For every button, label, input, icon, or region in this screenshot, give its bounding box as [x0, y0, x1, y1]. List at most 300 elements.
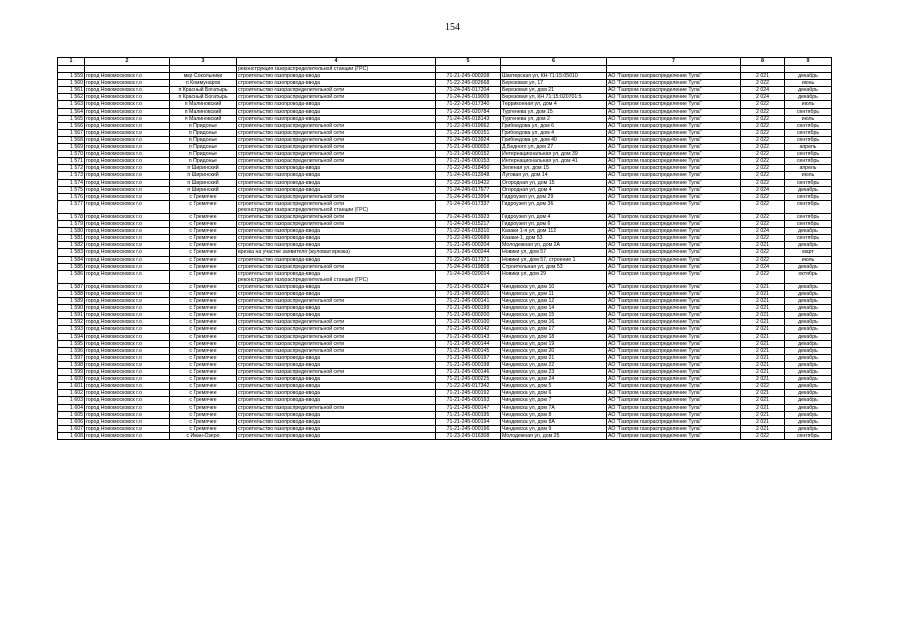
settlement-cell: с Гремячее [170, 200, 237, 213]
table-row [58, 340, 832, 347]
work-type-cell: строительство газопровода-ввода [237, 80, 436, 87]
table-row [58, 179, 832, 186]
work-type-cell: строительство газораспределительной сети [237, 319, 436, 326]
organization-cell: АО "Газпром газораспределение Тула" [607, 369, 741, 376]
organization-cell: АО "Газпром газораспределение Тула" [607, 136, 741, 143]
work-type-cell: строительство газопровода-ввода [237, 390, 436, 397]
settlement-cell: п Придонье [170, 129, 237, 136]
month-cell: сентябрь [785, 129, 832, 136]
work-type-cell: строительство газопровода-ввода [237, 291, 436, 298]
year-cell: 2 022 [741, 122, 785, 129]
year-cell: 2 024 [741, 228, 785, 235]
application-number-cell: 71-22-245-002668 [436, 80, 501, 87]
address-cell: Гидроузел ул, дом 6 [501, 221, 607, 228]
municipality-cell: город Новомосковск г.о [85, 80, 170, 87]
row-number-cell: 1 572 [58, 165, 85, 172]
row-number-cell: 1 596 [58, 347, 85, 354]
application-number-cell: 71-21-245-000100 [436, 319, 501, 326]
settlement-cell: п Красный Богатырь [170, 94, 237, 101]
work-type-cell [237, 270, 436, 283]
table-row [58, 256, 832, 263]
organization-cell: АО "Газпром газораспределение Тула" [607, 158, 741, 165]
municipality-cell: город Новомосковск г.о [85, 122, 170, 129]
row-number-cell: 1 576 [58, 193, 85, 200]
municipality-cell: город Новомосковск г.о [85, 361, 170, 368]
table-row [58, 158, 832, 165]
year-cell: 2 022 [741, 129, 785, 136]
application-number-cell: 71-24-245-019009 [436, 94, 501, 101]
table-row [58, 432, 832, 439]
settlement-cell: с Гремячее [170, 376, 237, 383]
application-number-cell: 71-21-245-000195 [436, 411, 501, 418]
address-cell: Чиндевска ул, дом 20 [501, 347, 607, 354]
settlement-cell: с Гремячее [170, 242, 237, 249]
year-cell: 2 021 [741, 291, 785, 298]
settlement-cell: с Гремячее [170, 333, 237, 340]
application-number-cell: 71-22-245-020784 [436, 108, 501, 115]
year-cell: 2 024 [741, 263, 785, 270]
work-type-cell: строительство газопровода-ввода [237, 432, 436, 439]
application-number-cell: 71-24-245-019808 [436, 263, 501, 270]
table-row [58, 151, 832, 158]
table-row [58, 108, 832, 115]
address-cell: Березовая ул, 17 [501, 80, 607, 87]
month-cell: декабрь [785, 186, 832, 193]
month-cell: сентябрь [785, 136, 832, 143]
month-cell: декабрь [785, 228, 832, 235]
application-number-cell: 71-24-245-013923 [436, 213, 501, 220]
table-row [58, 283, 832, 290]
row-number-cell: 1 587 [58, 283, 85, 290]
address-cell: Зеленая ул, дом 15 [501, 165, 607, 172]
address-cell: Чиндевска ул, дом 6 [501, 390, 607, 397]
work-type-cell: строительство газопровода-ввода [237, 397, 436, 404]
settlement-cell: с Гремячее [170, 390, 237, 397]
application-number-cell: 71-23-245-016308 [436, 432, 501, 439]
table-row [58, 221, 832, 228]
municipality-cell: город Новомосковск г.о [85, 397, 170, 404]
year-cell: 2 022 [741, 172, 785, 179]
row-number-cell: 1 568 [58, 136, 85, 143]
settlement-cell: с Гремячее [170, 425, 237, 432]
application-number-cell: 71-22-245-020689 [436, 235, 501, 242]
address-cell: Новики ул, дом 29 [501, 270, 607, 283]
municipality-cell: город Новомосковск г.о [85, 151, 170, 158]
year-cell: 2 022 [741, 249, 785, 256]
row-number-cell: 1 573 [58, 172, 85, 179]
month-cell: сентябрь [785, 213, 832, 220]
application-number-cell: 71-22-245-019422 [436, 179, 501, 186]
settlement-cell: с Гремячее [170, 340, 237, 347]
municipality-cell: город Новомосковск г.о [85, 383, 170, 390]
row-number-cell: 1 567 [58, 129, 85, 136]
address-cell: Чиндевска ул, дом 17 [501, 326, 607, 333]
month-cell: декабрь [785, 347, 832, 354]
organization-cell: АО "Газпром газораспределение Тула" [607, 242, 741, 249]
year-cell: 2 022 [741, 200, 785, 213]
municipality-cell: город Новомосковск г.о [85, 256, 170, 263]
year-cell: 2 022 [741, 270, 785, 283]
organization-cell: АО "Газпром газораспределение Тула" [607, 115, 741, 122]
work-type-cell: строительство газораспределительной сети [237, 369, 436, 376]
year-cell: 2 021 [741, 425, 785, 432]
month-cell: сентябрь [785, 151, 832, 158]
settlement-cell: п Придонье [170, 122, 237, 129]
table-row [58, 213, 832, 220]
settlement-cell: с Гремячее [170, 305, 237, 312]
table-row [58, 172, 832, 179]
row-number-cell: 1 604 [58, 404, 85, 411]
column-header: 4 [237, 58, 436, 66]
year-cell: 2 021 [741, 326, 785, 333]
application-number-cell: 71-22-245-019662 [436, 122, 501, 129]
settlement-cell: п Ширинский [170, 165, 237, 172]
settlement-cell: с Гремячее [170, 228, 237, 235]
municipality-cell: город Новомосковск г.о [85, 305, 170, 312]
address-cell: Луговая ул, дом 14 [501, 172, 607, 179]
work-type-cell: строительство газопровода-ввода [237, 312, 436, 319]
work-type-cell: строительство газопровода-ввода [237, 172, 436, 179]
municipality-cell: город Новомосковск г.о [85, 87, 170, 94]
column-header: 8 [741, 58, 785, 66]
table-row [58, 193, 832, 200]
month-cell: сентябрь [785, 432, 832, 439]
municipality-cell: город Новомосковск г.о [85, 136, 170, 143]
organization-cell: АО "Газпром газораспределение Тула" [607, 200, 741, 213]
address-cell: Казаки-1, дом 53 [501, 235, 607, 242]
table-row [58, 200, 832, 213]
municipality-cell: город Новомосковск г.о [85, 340, 170, 347]
work-type-cell: строительство газораспределительной сети [237, 129, 436, 136]
application-number-cell: 71-22-245-017371 [436, 256, 501, 263]
row-number-cell: 1 582 [58, 242, 85, 249]
work-type-cell: строительство газораспределительной сети [237, 151, 436, 158]
work-type-cell: строительство газораспределительной сети [237, 122, 436, 129]
municipality-cell [85, 66, 170, 73]
row-number-cell: 1 599 [58, 369, 85, 376]
organization-cell [607, 66, 741, 73]
organization-cell: АО "Газпром газораспределение Тула" [607, 186, 741, 193]
work-type-cell: строительство газораспределительной сети [237, 347, 436, 354]
month-cell: март [785, 249, 832, 256]
application-number-cell: 71-21-245-000225 [436, 376, 501, 383]
address-cell: Казаки 1-я ул, дом 112 [501, 228, 607, 235]
year-cell: 2 021 [741, 340, 785, 347]
settlement-cell: с Гремячее [170, 383, 237, 390]
year-cell: 2 021 [741, 319, 785, 326]
organization-cell: АО "Газпром газораспределение Тула" [607, 270, 741, 283]
settlement-cell: п Красный Богатырь [170, 87, 237, 94]
row-number-cell: 1 570 [58, 151, 85, 158]
year-cell: 2 021 [741, 404, 785, 411]
application-number-cell: 71-21-245-000146 [436, 369, 501, 376]
municipality-cell: город Новомосковск г.о [85, 186, 170, 193]
work-type-cell: строительство газопровода-ввода [237, 115, 436, 122]
organization-cell: АО "Газпром газораспределение Тула" [607, 144, 741, 151]
table-row [58, 270, 832, 283]
year-cell: 2 021 [741, 347, 785, 354]
application-number-cell: 71-21-245-000192 [436, 390, 501, 397]
work-type-cell: строительство газораспределительной сети [237, 340, 436, 347]
table-row [58, 165, 832, 172]
row-number-cell: 1 578 [58, 213, 85, 220]
row-number-cell: 1 593 [58, 326, 85, 333]
row-number-cell: 1 569 [58, 144, 85, 151]
year-cell: 2 022 [741, 179, 785, 186]
work-type-cell: реконструкция газораспределительной станции (ГРС) [237, 66, 436, 73]
year-cell: 2 021 [741, 411, 785, 418]
municipality-cell: город Новомосковск г.о [85, 108, 170, 115]
organization-cell: АО "Газпром газораспределение Тула" [607, 397, 741, 404]
work-type-cell: строительство газопровода-ввода [237, 283, 436, 290]
work-type-cell: строительство газопровода-ввода [237, 73, 436, 80]
row-number-cell: 1 581 [58, 235, 85, 242]
address-cell: Чиндевска ул, дом 14 [501, 305, 607, 312]
address-cell: Шахтерская ул, КН 71:15:05010 [501, 73, 607, 80]
application-number-cell: 71-24-245-017337 [436, 200, 501, 213]
organization-cell: АО "Газпром газораспределение Тула" [607, 333, 741, 340]
table-header-row [58, 58, 832, 66]
column-header: 1 [58, 58, 85, 66]
row-number-cell: 1 586 [58, 270, 85, 283]
register-table [57, 57, 832, 440]
row-number-cell: 1 605 [58, 411, 85, 418]
table-row [58, 312, 832, 319]
table-row [58, 87, 832, 94]
organization-cell: АО "Газпром газораспределение Тула" [607, 361, 741, 368]
table-row [58, 397, 832, 404]
application-number-cell: 71-22-245-017340 [436, 101, 501, 108]
application-number-cell [436, 66, 501, 73]
organization-cell: АО "Газпром газораспределение Тула" [607, 432, 741, 439]
settlement-cell: с Гремячее [170, 291, 237, 298]
organization-cell: АО "Газпром газораспределение Тула" [607, 151, 741, 158]
settlement-cell: с Гремячее [170, 404, 237, 411]
table-row [58, 390, 832, 397]
work-type-cell: строительство газораспределительной сети [237, 136, 436, 143]
municipality-cell: город Новомосковск г.о [85, 249, 170, 256]
work-type-cell: строительство газораспределительной сети [237, 158, 436, 165]
municipality-cell: город Новомосковск г.о [85, 228, 170, 235]
month-cell: декабрь [785, 283, 832, 290]
month-cell: сентябрь [785, 179, 832, 186]
month-cell: июль [785, 115, 832, 122]
municipality-cell: город Новомосковск г.о [85, 115, 170, 122]
settlement-cell: с Гремячее [170, 354, 237, 361]
settlement-cell: с Гремячее [170, 235, 237, 242]
application-number-cell: 71-24-245-020014 [436, 270, 501, 283]
row-number-cell: 1 595 [58, 340, 85, 347]
municipality-cell: город Новомосковск г.о [85, 404, 170, 411]
row-number-cell: 1 565 [58, 115, 85, 122]
month-cell: сентябрь [785, 108, 832, 115]
settlement-cell: с Гремячее [170, 256, 237, 263]
row-number-cell: 1 577 [58, 200, 85, 213]
row-number-cell: 1 579 [58, 221, 85, 228]
table-row [58, 425, 832, 432]
month-cell: декабрь [785, 312, 832, 319]
organization-cell: АО "Газпром газораспределение Тула" [607, 263, 741, 270]
work-type-cell: строительство газораспределительной сети [237, 213, 436, 220]
organization-cell: АО "Газпром газораспределение Тула" [607, 340, 741, 347]
year-cell: 2 021 [741, 298, 785, 305]
table-row [58, 263, 832, 270]
address-cell: Чиндевска ул, дом 5 [501, 383, 607, 390]
work-type-cell: строительство газопровода-ввода [237, 376, 436, 383]
address-cell: Чиндевска ул, дом 10 [501, 283, 607, 290]
organization-cell: АО "Газпром газораспределение Тула" [607, 326, 741, 333]
organization-cell: АО "Газпром газораспределение Тула" [607, 101, 741, 108]
settlement-cell: с Гремячее [170, 263, 237, 270]
work-type-cell: строительство газопровода-ввода [237, 425, 436, 432]
table-row [58, 418, 832, 425]
table-row [58, 73, 832, 80]
column-header: 3 [170, 58, 237, 66]
application-number-cell: 71-21-245-000052 [436, 144, 501, 151]
year-cell: 2 022 [741, 256, 785, 263]
settlement-cell: с Гремячее [170, 249, 237, 256]
year-cell: 2 022 [741, 115, 785, 122]
settlement-cell: с Гремячее [170, 312, 237, 319]
application-number-cell: 71-21-245-000143 [436, 333, 501, 340]
table-row [58, 347, 832, 354]
year-cell: 2 022 [741, 101, 785, 108]
municipality-cell: город Новомосковск г.о [85, 221, 170, 228]
row-number-cell: 1 590 [58, 305, 85, 312]
work-type-cell: строительство газопровода-ввода [237, 179, 436, 186]
application-number-cell: 71-21-245-000201 [436, 291, 501, 298]
settlement-cell: п Придонье [170, 151, 237, 158]
address-cell: Чиндевска ул, дом 22 [501, 361, 607, 368]
row-number-cell: 1 574 [58, 179, 85, 186]
table-row [58, 326, 832, 333]
address-cell: Чиндевска ул, дом 23 [501, 369, 607, 376]
work-type-cell [237, 200, 436, 213]
settlement-cell: п Ширинский [170, 179, 237, 186]
address-cell: Д.Бедного ул, дом 27 [501, 144, 607, 151]
work-type-cell: строительство газопровода-ввода [237, 383, 436, 390]
organization-cell: АО "Газпром газораспределение Тула" [607, 193, 741, 200]
work-type-cell: строительство газопровода-ввода [237, 411, 436, 418]
address-cell: Терриконная ул, дом 4 [501, 101, 607, 108]
municipality-cell: город Новомосковск г.о [85, 354, 170, 361]
work-type-cell: врезка на участке заявителя (жуловая врезка) [237, 249, 436, 256]
organization-cell: АО "Газпром газораспределение Тула" [607, 283, 741, 290]
address-cell: Новики ул, дом 57, строение 1 [501, 256, 607, 263]
municipality-cell: город Новомосковск г.о [85, 418, 170, 425]
application-number-cell: 71-21-245-000142 [436, 326, 501, 333]
organization-cell: АО "Газпром газораспределение Тула" [607, 221, 741, 228]
work-type-cell: строительство газопровода-ввода [237, 228, 436, 235]
organization-cell: АО "Газпром газораспределение Тула" [607, 312, 741, 319]
organization-cell: АО "Газпром газораспределение Тула" [607, 213, 741, 220]
work-type-cell: строительство газопровода-ввода [237, 235, 436, 242]
table-row [58, 383, 832, 390]
address-cell: Чиндевска ул, дом 16 [501, 319, 607, 326]
table-row [58, 235, 832, 242]
settlement-cell: п Коммунаров [170, 80, 237, 87]
municipality-cell: город Новомосковск г.о [85, 291, 170, 298]
application-number-cell: 71-21-245-000151 [436, 129, 501, 136]
month-cell: декабрь [785, 87, 832, 94]
address-cell: Новики ул, дом 57 [501, 249, 607, 256]
year-cell: 2 021 [741, 390, 785, 397]
application-number-cell: 71-24-245-013948 [436, 172, 501, 179]
organization-cell: АО "Газпром газораспределение Тула" [607, 108, 741, 115]
month-cell: декабрь [785, 376, 832, 383]
year-cell: 2 021 [741, 283, 785, 290]
work-type-cell: строительство газораспределительной сети [237, 333, 436, 340]
year-cell: 2 022 [741, 193, 785, 200]
table-row [58, 319, 832, 326]
address-cell: Чиндевска ул, дом 7А [501, 404, 607, 411]
application-number-cell: 71-21-245-000224 [436, 283, 501, 290]
application-number-cell: 71-24-245-018143 [436, 115, 501, 122]
row-number-cell: 1 602 [58, 390, 85, 397]
settlement-cell: п Придонье [170, 136, 237, 143]
month-cell: декабрь [785, 354, 832, 361]
address-cell: Тургенева ул, дом 15 [501, 108, 607, 115]
address-cell: Чиндевска ул, дом 15 [501, 312, 607, 319]
organization-cell: АО "Газпром газораспределение Тула" [607, 94, 741, 101]
settlement-cell: с Гремячее [170, 347, 237, 354]
municipality-cell: город Новомосковск г.о [85, 144, 170, 151]
month-cell: сентябрь [785, 221, 832, 228]
row-number-cell: 1 584 [58, 256, 85, 263]
municipality-cell: город Новомосковск г.о [85, 263, 170, 270]
row-number-cell: 1 597 [58, 354, 85, 361]
municipality-cell: город Новомосковск г.о [85, 200, 170, 213]
table-row [58, 249, 832, 256]
work-type-line: строительство газопровода-ввода [238, 270, 321, 277]
address-cell: Чиндевска ул, дом 12 [501, 298, 607, 305]
year-cell: 2 022 [741, 80, 785, 87]
application-number-cell: 71-24-245-013994 [436, 193, 501, 200]
work-type-cell: строительство газораспределительной сети [237, 193, 436, 200]
year-cell: 2 022 [741, 213, 785, 220]
table-row [58, 115, 832, 122]
table-row [58, 305, 832, 312]
organization-cell: АО "Газпром газораспределение Тула" [607, 179, 741, 186]
row-number-cell: 1 562 [58, 94, 85, 101]
year-cell: 2 022 [741, 221, 785, 228]
application-number-cell: 71-22-245-017342 [436, 383, 501, 390]
table-row [58, 298, 832, 305]
municipality-cell: город Новомосковск г.о [85, 390, 170, 397]
application-number-cell: 71-21-245-000208 [436, 73, 501, 80]
settlement-cell: с Гремячее [170, 270, 237, 283]
table-row [58, 122, 832, 129]
row-number-cell: 1 601 [58, 383, 85, 390]
month-cell: сентябрь [785, 193, 832, 200]
address-cell: Чиндевска ул, дом 18 [501, 333, 607, 340]
row-number-cell: 1 575 [58, 186, 85, 193]
table-row [58, 94, 832, 101]
municipality-cell: город Новомосковск г.о [85, 235, 170, 242]
year-cell: 2 022 [741, 383, 785, 390]
work-type-cell: строительство газораспределительной сети [237, 263, 436, 270]
address-cell: Березовая ул, дом 21 [501, 87, 607, 94]
municipality-cell: город Новомосковск г.о [85, 242, 170, 249]
year-cell: 2 022 [741, 158, 785, 165]
settlement-cell: мкр Сокольники [170, 73, 237, 80]
address-cell: Огородная ул, дом 15 [501, 179, 607, 186]
month-cell: декабрь [785, 263, 832, 270]
organization-cell: АО "Газпром газораспределение Тула" [607, 404, 741, 411]
address-cell: Грибоедова ул, дом 4 [501, 129, 607, 136]
table-row [58, 186, 832, 193]
row-number-cell: 1 585 [58, 263, 85, 270]
